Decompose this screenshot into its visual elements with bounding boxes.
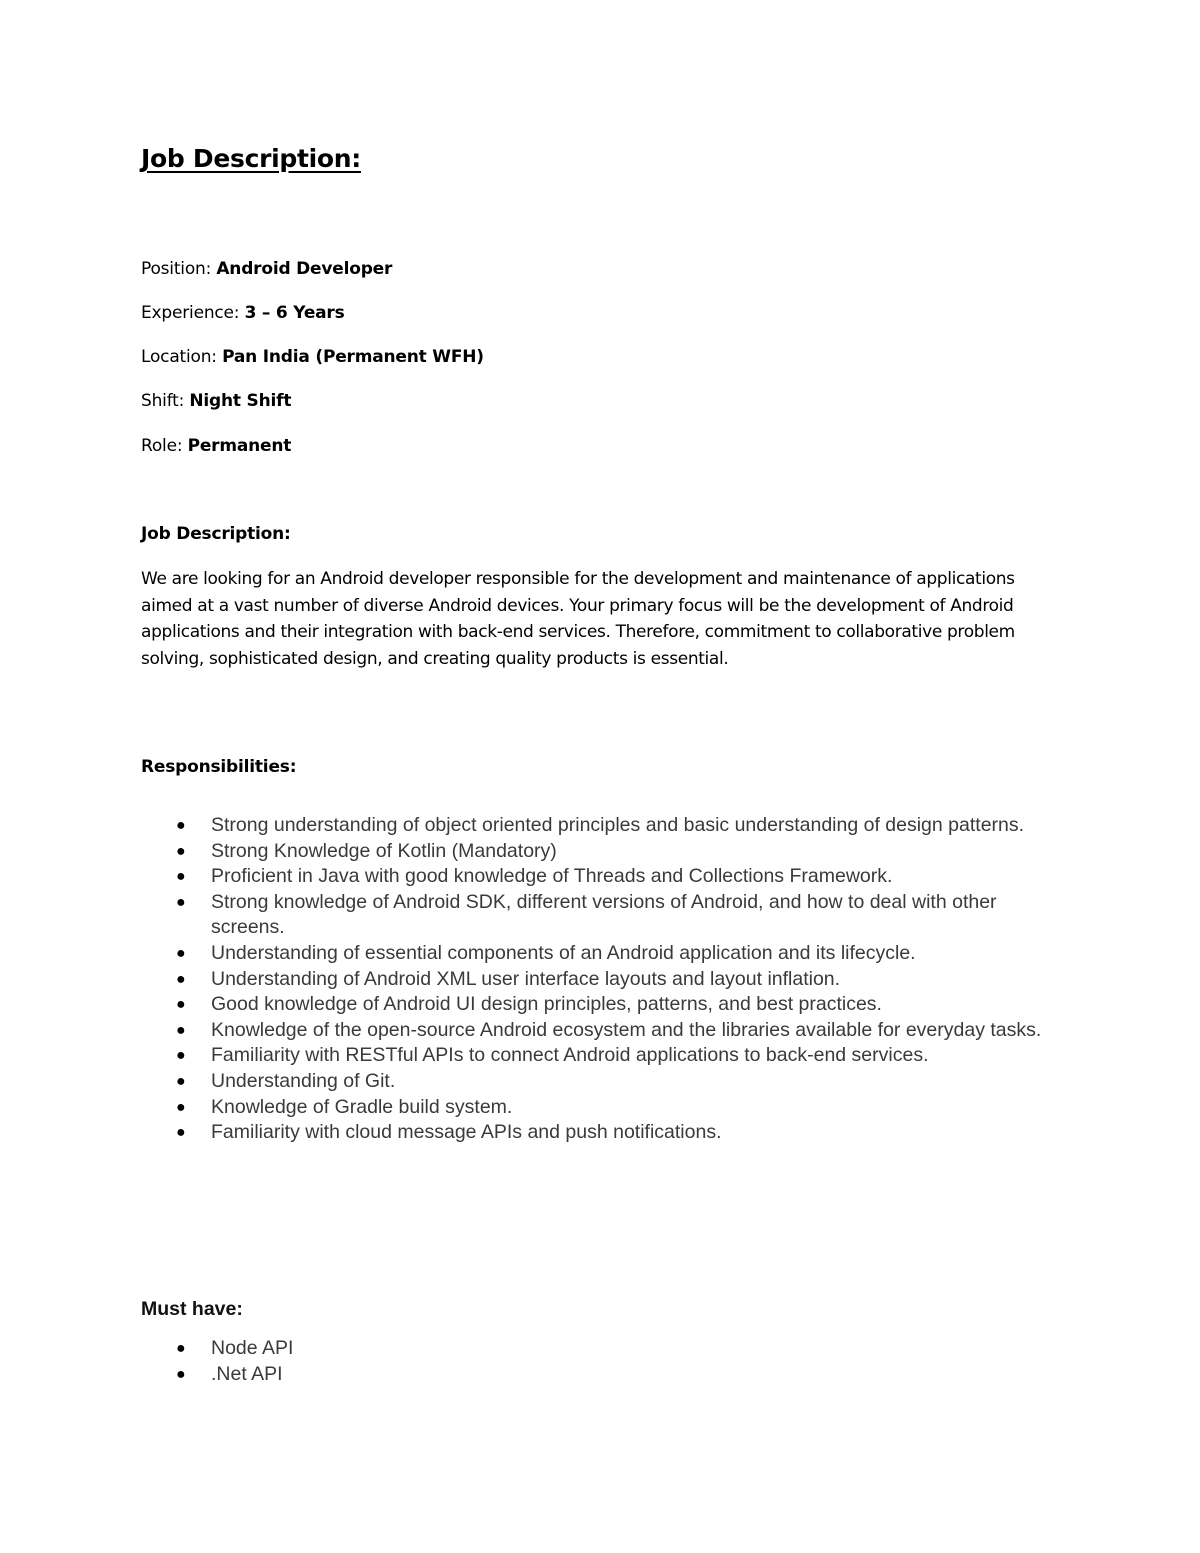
document-title: Job Description: bbox=[141, 144, 361, 173]
field-position-label: Position: bbox=[141, 259, 212, 279]
field-location bbox=[141, 345, 484, 369]
list-item: ● Good knowledge of Android UI design principles, patterns, and best practices. bbox=[141, 992, 1061, 1018]
list-item: ● Knowledge of Gradle build system. bbox=[141, 1095, 1061, 1121]
bullet-icon: ● bbox=[176, 1124, 186, 1142]
list-item: ● Knowledge of the open-source Android ecosystem and the libraries available for everyday tasks. bbox=[141, 1018, 1061, 1044]
field-role-label: Role: bbox=[141, 436, 183, 456]
bullet-icon: ● bbox=[176, 842, 186, 860]
field-experience-label: Experience: bbox=[141, 303, 240, 323]
list-item: ● Understanding of Android XML user interface layouts and layout inflation. bbox=[141, 967, 1061, 993]
description-paragraph: We are looking for an Android developer responsible for the development and maintenance of applications aimed at a vast number of diverse Android devices. Your primary focus will be the development of Android applications and their integration with back-end services. Therefore, commitment to collaborative problem solving, sophisticated design, and creating quality products is essential. bbox=[141, 569, 1015, 669]
field-location-value: Pan India (Permanent WFH) bbox=[222, 347, 484, 367]
bullet-icon: ● bbox=[176, 1098, 186, 1116]
bullet-icon: ● bbox=[176, 1072, 186, 1090]
bullet-icon: ● bbox=[176, 868, 186, 886]
must-have-heading: Must have: bbox=[141, 1298, 243, 1320]
bullet-icon: ● bbox=[176, 1021, 186, 1039]
field-position-value: Android Developer bbox=[216, 259, 393, 279]
list-item: ● Node API bbox=[141, 1336, 1061, 1362]
bullet-icon: ● bbox=[176, 893, 186, 911]
bullet-icon: ● bbox=[176, 996, 186, 1014]
list-item: ● Understanding of Git. bbox=[141, 1069, 1061, 1095]
field-position bbox=[141, 257, 392, 281]
field-role-value: Permanent bbox=[187, 436, 292, 456]
list-item: ● Strong understanding of object oriented principles and basic understanding of design patterns. bbox=[141, 813, 1061, 839]
field-shift bbox=[141, 389, 291, 413]
must-have-list bbox=[141, 1336, 1061, 1387]
field-experience bbox=[141, 301, 345, 325]
list-item: ● Strong knowledge of Android SDK, different versions of Android, and how to deal with other screens. bbox=[176, 890, 997, 939]
responsibilities-list bbox=[141, 813, 1061, 1146]
bullet-icon: ● bbox=[176, 817, 186, 834]
bullet-icon: ● bbox=[176, 970, 186, 988]
field-shift-label: Shift: bbox=[141, 391, 185, 411]
bullet-icon: ● bbox=[176, 1365, 186, 1383]
field-shift-value: Night Shift bbox=[189, 391, 292, 411]
field-role bbox=[141, 434, 291, 458]
bullet-icon: ● bbox=[176, 944, 186, 962]
field-location-label: Location: bbox=[141, 347, 217, 367]
list-item: ● Understanding of essential components of an Android application and its lifecycle. bbox=[141, 941, 1061, 967]
list-item: ● .Net API bbox=[141, 1362, 1061, 1388]
bullet-icon: ● bbox=[176, 1047, 186, 1065]
list-item: ● Familiarity with cloud message APIs and push notifications. bbox=[141, 1120, 1061, 1146]
responsibilities-heading: Responsibilities: bbox=[141, 757, 297, 777]
bullet-icon: ● bbox=[176, 1340, 186, 1357]
list-item: ● Proficient in Java with good knowledge of Threads and Collections Framework. bbox=[141, 864, 1061, 890]
field-experience-value: 3 – 6 Years bbox=[244, 303, 345, 323]
list-item: ● Strong Knowledge of Kotlin (Mandatory) bbox=[141, 839, 1061, 865]
description-heading: Job Description: bbox=[141, 524, 291, 544]
list-item: ● Familiarity with RESTful APIs to connect Android applications to back-end services. bbox=[141, 1043, 1061, 1069]
